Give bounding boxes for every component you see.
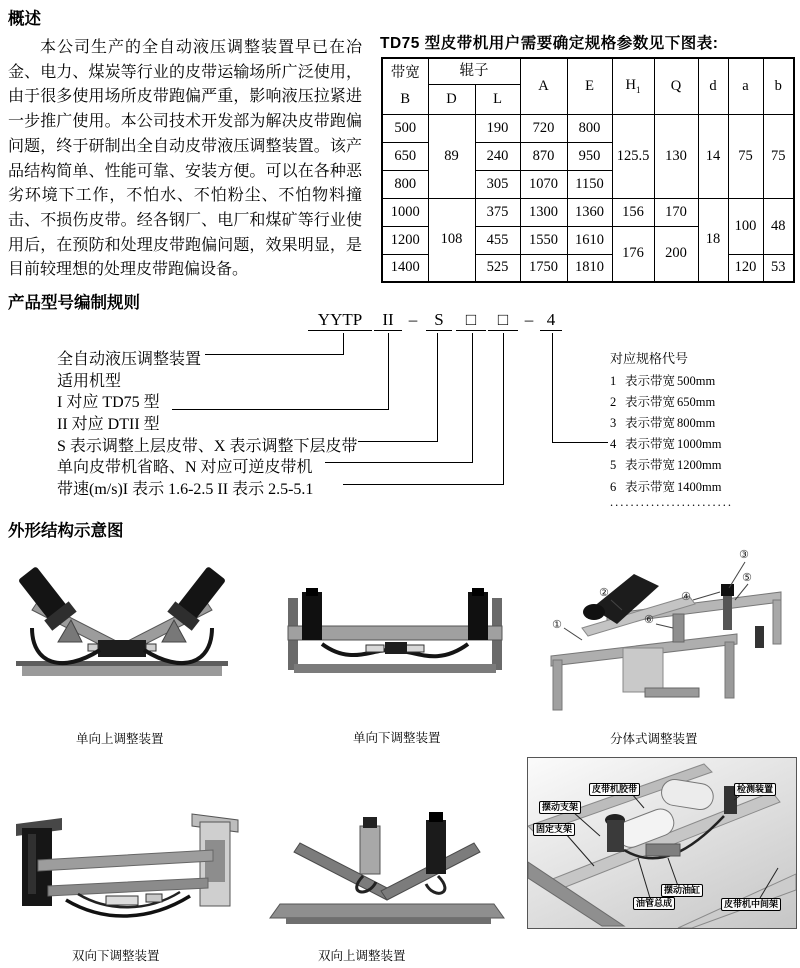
figure-single-up-adjuster xyxy=(2,558,242,696)
model-code-type: II xyxy=(374,310,402,331)
callout-2: ② xyxy=(599,587,609,599)
table-cell: 1070 xyxy=(520,170,567,198)
model-code-size: 4 xyxy=(540,310,562,331)
spec-code-num: 2 xyxy=(610,395,617,409)
table-cell: 89 xyxy=(428,114,475,198)
figure-single-down-adjuster xyxy=(280,588,510,690)
table-header-b-label: B xyxy=(400,90,411,107)
spec-code-item xyxy=(610,434,721,452)
table-cell: 190 xyxy=(475,114,520,142)
connector-line xyxy=(472,333,473,463)
connector-line xyxy=(172,409,389,410)
spec-code-item xyxy=(610,371,715,389)
spec-code-item xyxy=(610,392,715,410)
spec-code-value: 500mm xyxy=(677,374,716,388)
table-header-b-small: b xyxy=(763,58,794,114)
spec-code-item xyxy=(610,477,721,495)
connector-line xyxy=(552,442,608,443)
model-code-box2: □ xyxy=(488,310,518,331)
connector-line xyxy=(343,333,344,354)
overview-paragraph: 本公司生产的全自动液压调整装置早已在冶金、电力、煤炭等行业的皮带运输场所广泛使用，由于很多使用场所皮带跑偏严重，影响液压拉紧进一步推广使用。本公司技术开发部为解决皮带跑偏问题，终于研制出全自动皮带液压调整装置。该产品结构简单、性能可靠、安装方便。可以在各种恶劣环境下工作，不怕水、不怕粉尘、不怕物料撞击、不损伤皮带。经各钢厂、电厂和煤矿等行业使用后，在预防和处理皮带跑偏问题，效果明显，是目前较理想的处理皮带跑偏设备。 xyxy=(8,39,362,279)
connector-line xyxy=(343,484,504,485)
table-cell: 53 xyxy=(763,254,794,282)
table-cell: 1200 xyxy=(382,226,428,254)
model-code-box1: □ xyxy=(456,310,486,331)
diagram-label-middle-frame: 皮带机中间架 xyxy=(721,898,781,911)
table-cell: 18 xyxy=(698,198,728,282)
table-cell: 1150 xyxy=(567,170,612,198)
table-header-a-small: a xyxy=(728,58,763,114)
table-cell: 870 xyxy=(520,142,567,170)
model-label-td75: I 对应 TD75 型 xyxy=(57,394,160,411)
table-cell: 176 xyxy=(612,226,654,282)
table-cell: 130 xyxy=(654,114,698,198)
table-cell: 1000 xyxy=(382,198,428,226)
table-header-a: A xyxy=(520,58,567,114)
spec-code-value: 1400mm xyxy=(677,480,722,494)
diagram-label-detector: 检测装置 xyxy=(734,783,776,796)
connector-line xyxy=(437,333,438,442)
table-cell: 120 xyxy=(728,254,763,282)
connector-line xyxy=(358,441,438,442)
table-cell: 455 xyxy=(475,226,520,254)
h-label: H xyxy=(625,77,636,94)
figure-caption: 双向下调整装置 xyxy=(72,949,160,963)
table-header-roller-l: L xyxy=(475,84,520,114)
model-label-device: 全自动液压调整装置 xyxy=(57,351,202,368)
figure-caption: 单向上调整装置 xyxy=(76,732,164,746)
diagram-label-swing-cylinder: 摆动油缸 xyxy=(661,884,703,897)
table-cell: 525 xyxy=(475,254,520,282)
spec-code-num: 5 xyxy=(610,458,617,472)
model-code-dash2: – xyxy=(524,310,534,329)
callout-4: ④ xyxy=(681,591,691,603)
spec-code-label: 表示带宽 xyxy=(625,437,676,451)
spec-codes-heading: 对应规格代号 xyxy=(610,351,689,366)
callout-3: ③ xyxy=(739,549,749,561)
connector-line xyxy=(503,333,504,485)
connector-line xyxy=(205,354,344,355)
spec-code-value: 1200mm xyxy=(677,458,722,472)
table-cell: 1300 xyxy=(520,198,567,226)
table-row xyxy=(382,114,794,142)
diagram-label-oil-pipe: 油管总成 xyxy=(633,897,675,910)
figure-caption: 单向下调整装置 xyxy=(353,731,441,745)
spec-code-item xyxy=(610,455,721,473)
table-cell: 200 xyxy=(654,226,698,282)
table-header-d: d xyxy=(698,58,728,114)
double-up-adjuster-illustration xyxy=(268,812,506,934)
h-subscript: 1 xyxy=(635,85,641,96)
connector-line xyxy=(325,462,473,463)
spec-code-num: 6 xyxy=(610,480,617,494)
spec-code-label: 表示带宽 xyxy=(625,416,676,430)
table-cell: 240 xyxy=(475,142,520,170)
table-cell: 100 xyxy=(728,198,763,254)
table-cell: 720 xyxy=(520,114,567,142)
table-cell: 14 xyxy=(698,114,728,198)
model-label-layer: S 表示调整上层皮带、X 表示调整下层皮带 xyxy=(57,438,358,455)
spec-code-label: 表示带宽 xyxy=(625,374,676,388)
spec-code-num: 1 xyxy=(610,374,617,388)
table-cell: 650 xyxy=(382,142,428,170)
spec-code-label: 表示带宽 xyxy=(625,458,676,472)
table-header-roller: 辊子 xyxy=(428,58,520,84)
figure-caption: 分体式调整装置 xyxy=(610,732,698,746)
spec-table-title: TD75 型皮带机用户需要确定规格参数见下图表: xyxy=(380,35,719,52)
single-down-adjuster-illustration xyxy=(280,588,510,690)
table-cell: 170 xyxy=(654,198,698,226)
figure-double-down-adjuster xyxy=(8,808,243,938)
table-header-bandwidth xyxy=(382,58,428,114)
figure-caption: 双向上调整装置 xyxy=(318,949,406,963)
table-cell: 800 xyxy=(567,114,612,142)
model-label-dtii: II 对应 DTII 型 xyxy=(57,416,160,433)
table-cell: 375 xyxy=(475,198,520,226)
table-cell: 1610 xyxy=(567,226,612,254)
table-cell: 950 xyxy=(567,142,612,170)
table-cell: 156 xyxy=(612,198,654,226)
spec-table xyxy=(381,57,795,283)
spec-code-ellipsis: ........................ xyxy=(610,495,733,509)
model-label-direction: 单向皮带机省略、N 对应可逆皮带机 xyxy=(57,459,313,476)
callout-6: ⑥ xyxy=(644,614,654,626)
table-cell: 1750 xyxy=(520,254,567,282)
table-row xyxy=(382,198,794,226)
overview-heading: 概述 xyxy=(8,10,41,28)
callout-5: ⑤ xyxy=(742,572,752,584)
table-cell: 125.5 xyxy=(612,114,654,198)
table-header-q: Q xyxy=(654,58,698,114)
table-header-bandwidth-label: 带宽 xyxy=(390,65,420,82)
figure-split-adjuster xyxy=(537,548,793,726)
model-label-speed: 带速(m/s)I 表示 1.6-2.5 II 表示 2.5-5.1 xyxy=(57,481,314,498)
table-cell: 75 xyxy=(728,114,763,198)
model-code-prefix: YYTP xyxy=(308,310,372,331)
diagram-label-swing-bracket: 摆动支架 xyxy=(539,801,581,814)
table-cell: 305 xyxy=(475,170,520,198)
model-label-machine-type: 适用机型 xyxy=(57,373,122,390)
table-cell: 1400 xyxy=(382,254,428,282)
spec-code-value: 1000mm xyxy=(677,437,722,451)
table-cell: 75 xyxy=(763,114,794,198)
split-adjuster-illustration xyxy=(537,548,793,726)
spec-code-num: 4 xyxy=(610,437,617,451)
spec-code-label: 表示带宽 xyxy=(625,395,676,409)
table-cell: 1360 xyxy=(567,198,612,226)
single-up-adjuster-illustration xyxy=(2,558,242,696)
spec-code-num: 3 xyxy=(610,416,617,430)
table-header-e: E xyxy=(567,58,612,114)
table-cell: 108 xyxy=(428,198,475,282)
table-cell: 1810 xyxy=(567,254,612,282)
figure-double-up-adjuster xyxy=(268,812,506,934)
table-cell: 48 xyxy=(763,198,794,254)
model-heading: 产品型号编制规则 xyxy=(8,294,140,312)
table-cell: 800 xyxy=(382,170,428,198)
model-code-layer: S xyxy=(426,310,452,331)
model-code-dash1: – xyxy=(408,310,418,329)
table-header-h1 xyxy=(612,58,654,114)
spec-code-value: 650mm xyxy=(677,395,716,409)
outline-heading: 外形结构示意图 xyxy=(8,522,124,540)
spec-code-value: 800mm xyxy=(677,416,716,430)
connector-line xyxy=(388,333,389,410)
table-cell: 500 xyxy=(382,114,428,142)
diagram-label-fixed-bracket: 固定支架 xyxy=(533,823,575,836)
double-down-adjuster-illustration xyxy=(8,808,243,938)
connector-line xyxy=(552,333,553,443)
figure-installation-diagram xyxy=(527,757,797,929)
table-cell: 1550 xyxy=(520,226,567,254)
spec-code-item xyxy=(610,413,715,431)
callout-1: ① xyxy=(552,619,562,631)
diagram-label-belt: 皮带机胶带 xyxy=(589,783,640,796)
spec-code-label: 表示带宽 xyxy=(625,480,676,494)
table-header-roller-d: D xyxy=(428,84,475,114)
